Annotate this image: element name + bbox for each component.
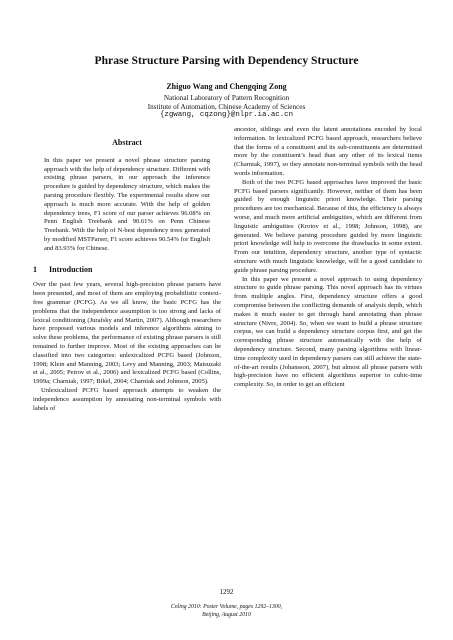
paper-title: Phrase Structure Parsing with Dependency Structure [94,54,359,67]
intro-paragraph-2: Unlexicalized PCFG based approach attempts to weaken the independence assumption by annotating non-terminal symbols with labels of [33,386,221,412]
page-number: 1292 [219,588,234,596]
abstract-text: In this paper we present a novel phrase structure parsing approach with the help of dependency structure. Different with existing phrase parsers, in our approach the inference procedure is guided by dependency structure, which makes the parsing procedure flexibly. The experimental results show our approach is much more accurate. With the help of golden dependency trees, F1 score of our parser achieves 96.08% on Penn English Treebank and 90.61% on Penn Chinese Treebank. With the help of N-best dependency trees generated by modified MSTParser, F1 score achieves 90.54% for English and 83.93% for Chinese. [44,156,210,252]
section-title: Introduction [49,264,93,274]
abstract-heading: Abstract [112,138,142,147]
intro-paragraph-1: Over the past few years, several high-precision phrase parsers have been presented, and most of them are employing probabilistic context-free grammar (PCFG). As we all know, the basic PCFG has the problems that the independence assumption is too strong and lacks of lexical conditioning (Jurafsky and Martin, 2007). Although researchers have proposed various models and inference algorithms aiming to solve these problems, the performance of existing phrase parsers is still remained to further improve. Most of the existing approaches can be classified into two categories: unlexicalized PCFG based (Johnson, 1998; Klein and Manning, 2003; Levy and Manning, 2003; Matsuzaki et al., 2005; Petrov et al., 2006) and lexicalized PCFG based (Collins, 1999a; Charniak, 1997; Bikel, 2004; Charniak and Johnson, 2005). [33,281,221,386]
paper-authors: Zhiguo Wang and Chengqing Zong [166,82,287,91]
section-heading-introduction [33,266,221,275]
author-email: {zgwang, cqzong}@nlpr.ia.ac.cn [159,111,294,119]
footer-venue: Coling 2010: Poster Volume, pages 1292–1300, [170,604,283,610]
affiliation-lab: National Laboratory of Pattern Recognition [163,94,290,102]
right-column [234,126,422,390]
footer-location: Beijing, August 2010 [202,612,251,618]
section-number: 1 [33,264,37,274]
right-paragraph-3: In this paper we present a novel approach to using dependency structure to guide phrase parsing. This novel approach has its virtues from multiple angles. First, dependency structure offers a good compromise between the conflicting demands of analysis depth, which makes it much easier to get through hand annotating than phrase structure (Nivre, 2004). So, when we want to build a phrase structure corpus, we can build a dependency structure corpus first, and get the corresponding phrase structure automatically with the help of dependency structure. Second, many parsing algorithms with linear-time complexity used in dependency parsers can still achieve the state-of-the-art results (Johansson, 2007), but almost all phrase parsers with high-precision have no efficient algorithms superior to cubic-time complexity. So, in order to get an efficient [234,275,422,389]
right-paragraph-1: ancestor, siblings and even the latent annotations encoded by local information. In lexicalized PCFG based approach, researchers believe that the forms of a constituent and its sub-constituents are determined more by the constituent’s head than any other of its lexical items (Charniak, 1997), so they annotate non-terminal symbols with the head words information. [234,126,422,177]
right-paragraph-2: Both of the two PCFG based approaches have improved the basic PCFG based parsers significantly. However, neither of them has been guided by enough linguistic priori knowledge. Their parsing procedures are too mechanical. Because of this, the efficiency is always worse, and much more artificial ambiguities, which are different from linguistic ambiguities (Krotov et al., 1998; Johnson, 1998), are generated. We believe parsing procedure guided by more linguistic priori knowledge will help to overcome the drawbacks in some extent. From our intuition, dependency structure, another type of syntactic structure with much linguistic knowledge, will be a good candidate to guide phrase parsing procedure. [234,178,422,274]
left-column [33,126,221,413]
affiliation-institute: Institute of Automation, Chinese Academy of Sciences [147,103,306,111]
